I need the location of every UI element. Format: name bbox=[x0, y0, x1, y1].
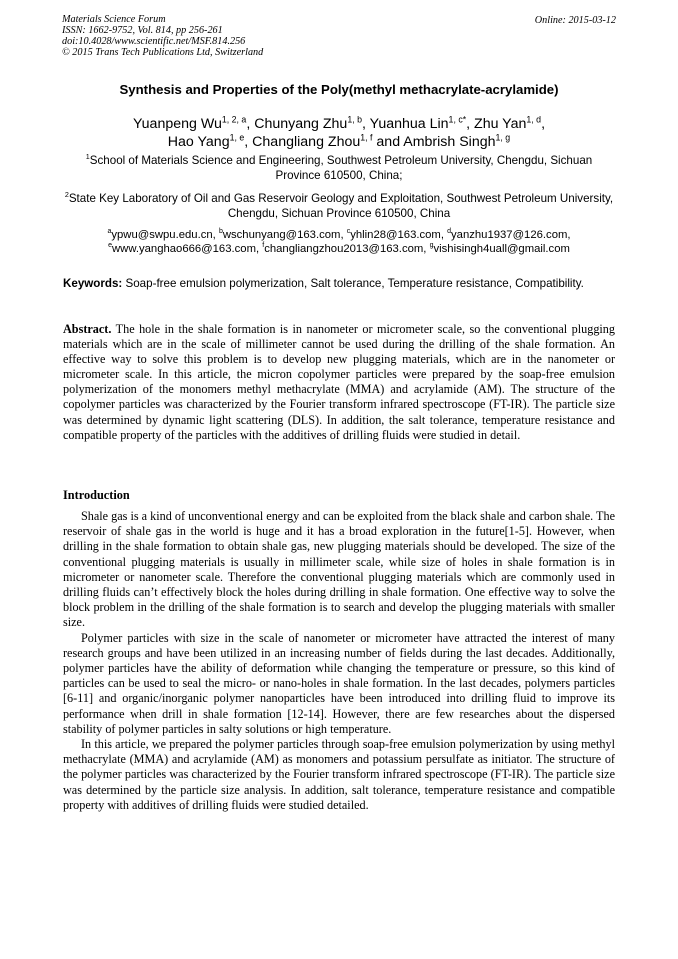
email[interactable]: $^f$changliangzhou2013@163.com, bbox=[262, 242, 430, 255]
author: Ambrish Singh$^{1, g}$ bbox=[403, 131, 511, 150]
paragraph: Shale gas is a kind of unconventional energy and can be exploited from the black shale and carbon shale. The reservoir of shale gas in the world is huge and it has a broad exploration in the future[1-5]. However, when drilling in the shale formation to obtain shale gas, new plugging materials should be developed. The size of the conventional plugging materials is usually in millimeter scale, while size of holes in shale formation is in micrometer or nanometer scale. Therefore the conventional plugging materials which are commonly used in drilling fluids can’t effectively block the holes during drilling in shale formation. One effective way to solve the block problem in the drilling of the shale formation is to search and develop the plugging materials with smaller size. bbox=[63, 509, 615, 630]
email[interactable]: $^c$yhlin28@163.com, bbox=[346, 228, 448, 241]
author: Changliang Zhou$^{1, f}$ and bbox=[252, 131, 404, 150]
author: Yuanhua Lin$^{1, c*}$, bbox=[369, 114, 475, 132]
author: Chunyang Zhu$^{1, b}$, bbox=[254, 114, 370, 132]
email[interactable]: $^g$vishisingh4uall@gmail.com bbox=[429, 242, 570, 255]
affiliation-2: $^2$State Key Laboratory of Oil and Gas Reservoir Geology and Exploitation, Southwest Petroleum University, Chengdu, Sichuan Province 610500, China bbox=[64, 190, 614, 220]
copyright-line: © 2015 Trans Tech Publications Ltd, Switzerland bbox=[62, 46, 264, 58]
email[interactable]: $^a$ypwu@swpu.edu.cn, bbox=[107, 228, 219, 241]
affiliation-1: $^1$School of Materials Science and Engineering, Southwest Petroleum University, Chengdu, Sichuan Province 610500, China; bbox=[85, 152, 593, 182]
abstract bbox=[63, 322, 615, 443]
author: Zhu Yan$^{1, d}$, bbox=[474, 114, 546, 132]
online-date: Online: 2015-03-12 bbox=[534, 15, 616, 26]
paragraph: Polymer particles with size in the scale of nanometer or micrometer have attracted the interest of many research groups and have been utilized in an increasing number of fields during the last decades. Additionally, polymer particles have the ability of deformation while changing the temperature or pressure, so this kind of particles can be used to seal the micro- or nano-holes in shale formation. In the last decades, polymers particles [6-11] and organic/inorganic polymer nanoparticles have been introduced into drilling fluid to improve its performance when drill in shale formation [12-14]. However, there are few researches about the dispersed stability of polymer particles in salty solutions or high temperature. bbox=[63, 630, 615, 736]
author: Yuanpeng Wu$^{1, 2, a}$, bbox=[132, 114, 255, 132]
doi-line: doi:10.4028/www.scientific.net/MSF.814.256 bbox=[62, 35, 246, 47]
keywords bbox=[63, 276, 615, 291]
author-list bbox=[62, 116, 616, 151]
paragraph: In this article, we prepared the polymer particles through soap-free emulsion polymerization by using methyl methacrylate (MMA) and acrylamide (AM) as monomers and potassium persulfate as initiator. The structure of the polymer particles was characterized by the Fourier transform infrared spectroscope (FT-IR). The particle size was determined by the particle size analysis. In addition, salt tolerance, temperature resistance and compatible property with additives of drilling fluids were studied detailed. bbox=[63, 737, 615, 812]
issn-line: ISSN: 1662-9752, Vol. 814, pp 256-261 bbox=[62, 24, 223, 36]
abstract-text: The hole in the shale formation is in nanometer or micrometer scale, so the conventional plugging materials which are in the scale of millimeter cannot be used during the drilling of the shale formation. An effective way to solve this problem is to develop new plugging materials, which are in the nanometer or micrometer scale. In this article, the micron copolymer particles were prepared by the soap-free emulsion polymerization of the monomers methyl methacrylate (MMA) and acrylamide (AM). The structure of the copolymer particles was characterized by the Fourier transform infrared spectroscope (FT-IR). The particle size was determined by dynamic light scattering (DLS). In addition, the salt tolerance, temperature resistance and compatible property of the particles with the additives of drilling fluids were studied in detail. bbox=[63, 322, 615, 442]
keywords-text: Soap-free emulsion polymerization, Salt tolerance, Temperature resistance, Compatibility. bbox=[122, 277, 584, 290]
keywords-label: Keywords: bbox=[63, 277, 123, 290]
email-list bbox=[62, 228, 616, 256]
email[interactable]: $^d$yanzhu1937@126.com, bbox=[447, 228, 571, 241]
section-heading-introduction: Introduction bbox=[63, 488, 130, 502]
author: Hao Yang$^{1, e}$, bbox=[167, 131, 253, 150]
email[interactable]: $^e$www.yanghao666@163.com, bbox=[108, 242, 263, 255]
introduction-body bbox=[63, 509, 615, 813]
email[interactable]: $^b$wschunyang@163.com, bbox=[218, 228, 347, 241]
journal-name: Materials Science Forum bbox=[62, 14, 166, 25]
paper-title: Synthesis and Properties of the Poly(methyl methacrylate-acrylamide) bbox=[119, 82, 559, 97]
abstract-label: Abstract. bbox=[63, 322, 112, 336]
